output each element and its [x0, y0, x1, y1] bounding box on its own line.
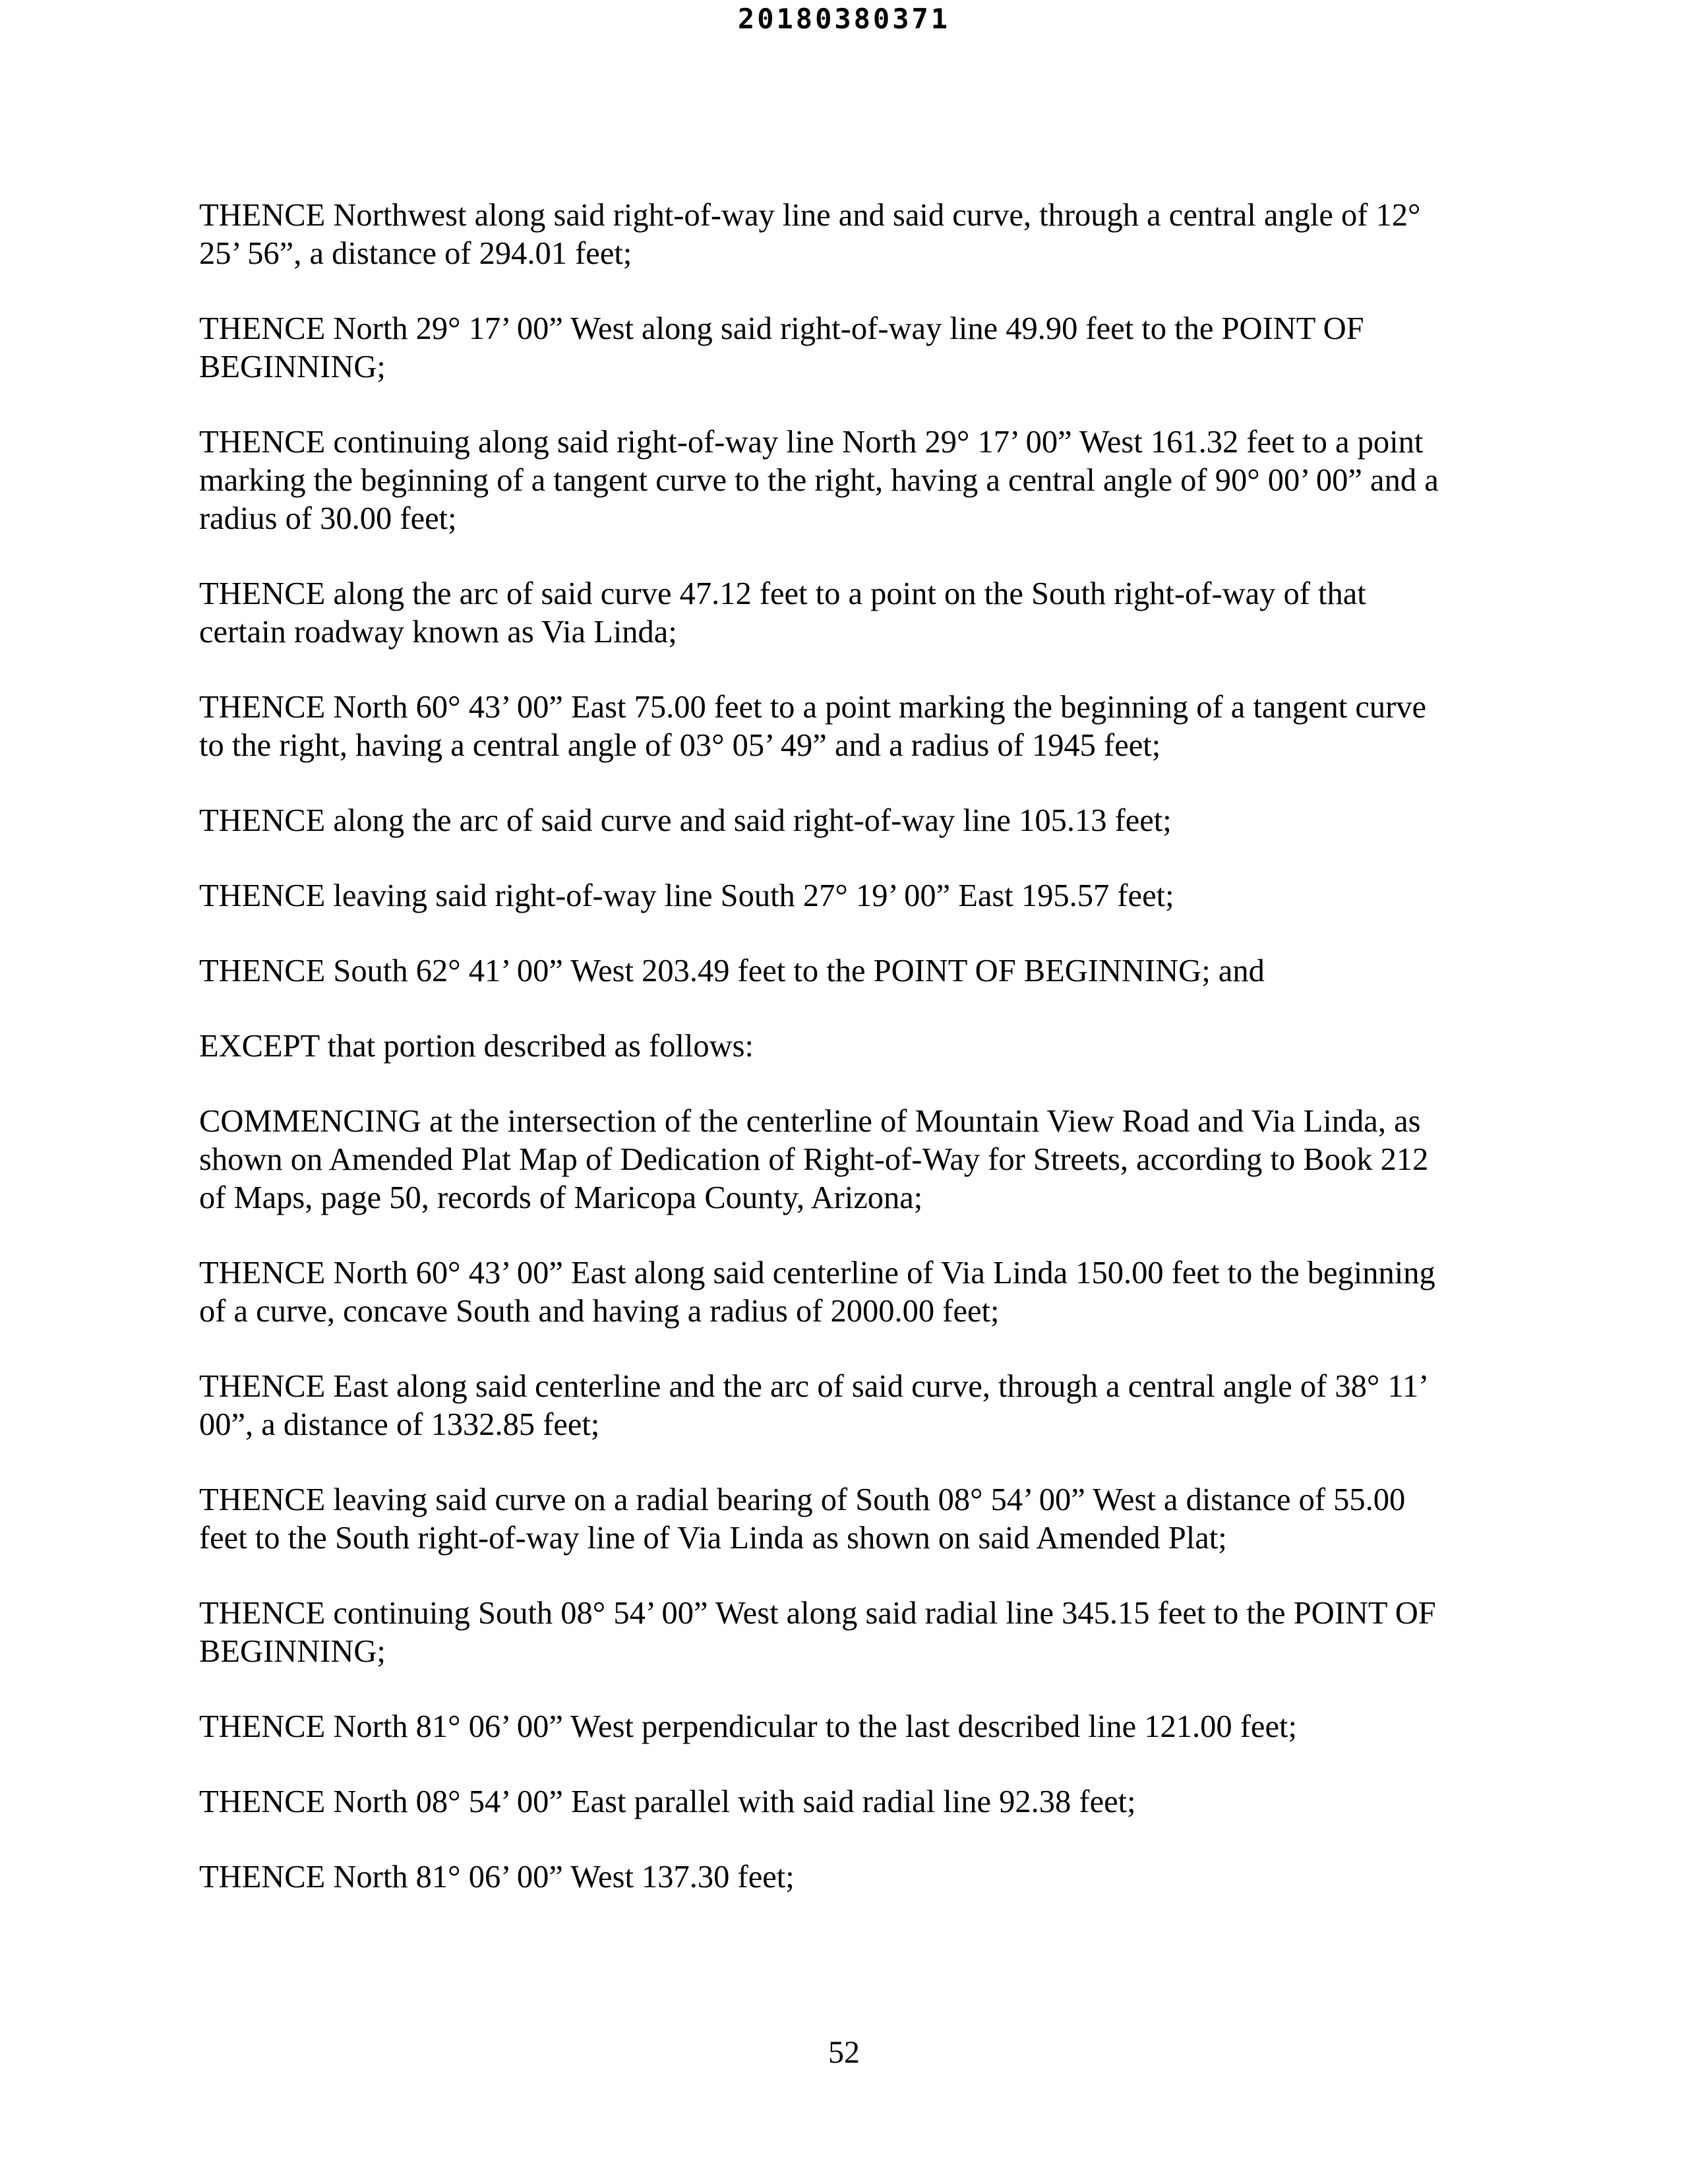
- paragraph: THENCE leaving said right-of-way line South 27° 19’ 00” East 195.57 feet;: [199, 878, 1174, 913]
- paragraph: THENCE North 60° 43’ 00” East 75.00 feet to a point marking the beginning of a tangent curve to the right, having a central angle of 03° 05’ 49” and a radius of 1945 feet;: [199, 690, 1427, 763]
- paragraph: EXCEPT that portion described as follows:: [199, 1029, 754, 1064]
- paragraph: THENCE North 81° 06’ 00” West 137.30 feet;: [199, 1860, 795, 1895]
- paragraph: THENCE North 29° 17’ 00” West along said right-of-way line 49.90 feet to the POINT OF BEGINNING;: [199, 311, 1364, 384]
- document-number: 20180380371: [737, 3, 951, 35]
- paragraph: THENCE continuing along said right-of-way line North 29° 17’ 00” West 161.32 feet to a point marking the beginning of a tangent curve to the right, having a central angle of 90° 00’ 00” and a radius of 30.00 feet;: [199, 425, 1439, 536]
- paragraph: THENCE North 60° 43’ 00” East along said centerline of Via Linda 150.00 feet to the beginning of a curve, concave South and having a radius of 2000.00 feet;: [199, 1256, 1435, 1329]
- paragraph: THENCE East along said centerline and the arc of said curve, through a central angle of 38° 11’ 00”, a distance of 1332.85 feet;: [199, 1369, 1430, 1442]
- paragraph: THENCE South 62° 41’ 00” West 203.49 feet to the POINT OF BEGINNING; and: [199, 954, 1265, 988]
- paragraph: THENCE North 81° 06’ 00” West perpendicular to the last described line 121.00 feet;: [199, 1709, 1297, 1744]
- page-number: 52: [828, 2035, 860, 2070]
- paragraph: THENCE continuing South 08° 54’ 00” West along said radial line 345.15 feet to the POINT OF BEGINNING;: [199, 1596, 1436, 1669]
- legal-description-body: [199, 197, 1492, 1933]
- paragraph: THENCE Northwest along said right-of-way line and said curve, through a central angle of 12° 25’ 56”, a distance of 294.01 feet;: [199, 198, 1421, 271]
- paragraph: THENCE leaving said curve on a radial bearing of South 08° 54’ 00” West a distance of 55.00 feet to the South right-of-way line of Via Linda as shown on said Amended Plat;: [199, 1482, 1406, 1556]
- paragraph: THENCE along the arc of said curve and said right-of-way line 105.13 feet;: [199, 803, 1172, 838]
- paragraph: THENCE along the arc of said curve 47.12 feet to a point on the South right-of-way of that certain roadway known as Via Linda;: [199, 576, 1366, 650]
- paragraph: THENCE North 08° 54’ 00” East parallel with said radial line 92.38 feet;: [199, 1784, 1136, 1819]
- paragraph: COMMENCING at the intersection of the centerline of Mountain View Road and Via Linda, as shown on Amended Plat Map of Dedication of Right-of-Way for Streets, according to Book 212 of Maps, page 50, records of Maricopa County, Arizona;: [199, 1104, 1429, 1215]
